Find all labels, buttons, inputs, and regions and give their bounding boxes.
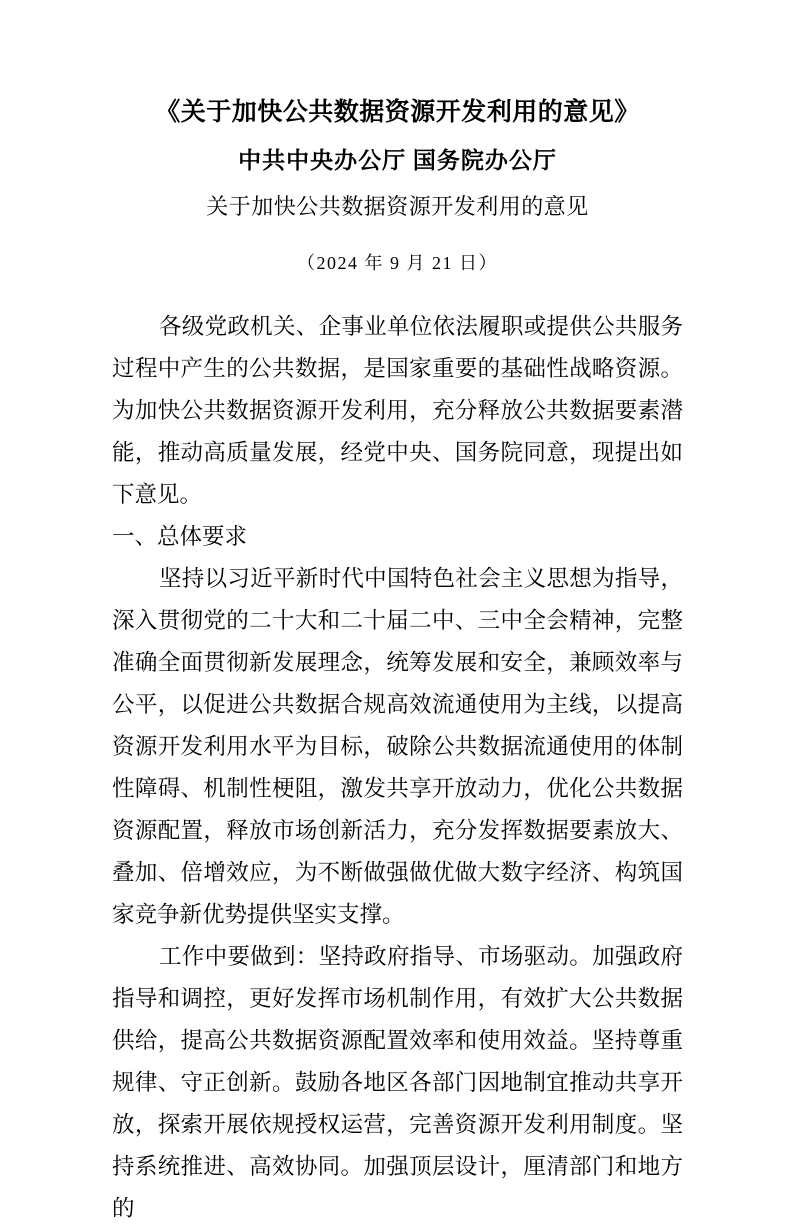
document-subject: 关于加快公共数据资源开发利用的意见 xyxy=(206,194,589,219)
document-body xyxy=(112,306,683,1230)
body-paragraph: 工作中要做到：坚持政府指导、市场驱动。加强政府指导和调控，更好发挥市场机制作用，有效扩大公共数据供给，提高公共数据资源配置效率和使用效益。坚持尊重规律、守正创新。鼓励各地区各部门因地制宜推动共享开放，探索开展依规授权运营，完善资源开发利用制度。坚持系统推进、高效协同。加强顶层设计，厘清部门和地方的 xyxy=(112,944,683,1221)
page-title: 《关于加快公共数据资源开发利用的意见》 xyxy=(155,98,640,126)
document-date: （2024 年 9 月 21 日） xyxy=(297,253,498,273)
body-paragraph: 坚持以习近平新时代中国特色社会主义思想为指导，深入贯彻党的二十大和二十届二中、三中全会精神，完整准确全面贯彻新发展理念，统筹发展和安全，兼顾效率与公平，以促进公共数据合规高效流通使用为主线，以提高资源开发利用水平为目标，破除公共数据流通使用的体制性障碍、机制性梗阻，激发共享开放动力，优化公共数据资源配置，释放市场创新活力，充分发挥数据要素放大、叠加、倍增效应，为不断做强做优做大数字经济、构筑国家竞争新优势提供坚实支撑。 xyxy=(112,566,683,927)
section-heading-1: 一、总体要求 xyxy=(112,524,248,549)
body-paragraph: 各级党政机关、企事业单位依法履职或提供公共服务过程中产生的公共数据，是国家重要的基础性战略资源。为加快公共数据资源开发利用，充分释放公共数据要素潜能，推动高质量发展，经党中央、国务院同意，现提出如下意见。 xyxy=(112,314,683,507)
issuing-authority: 中共中央办公厅 国务院办公厅 xyxy=(238,148,557,173)
